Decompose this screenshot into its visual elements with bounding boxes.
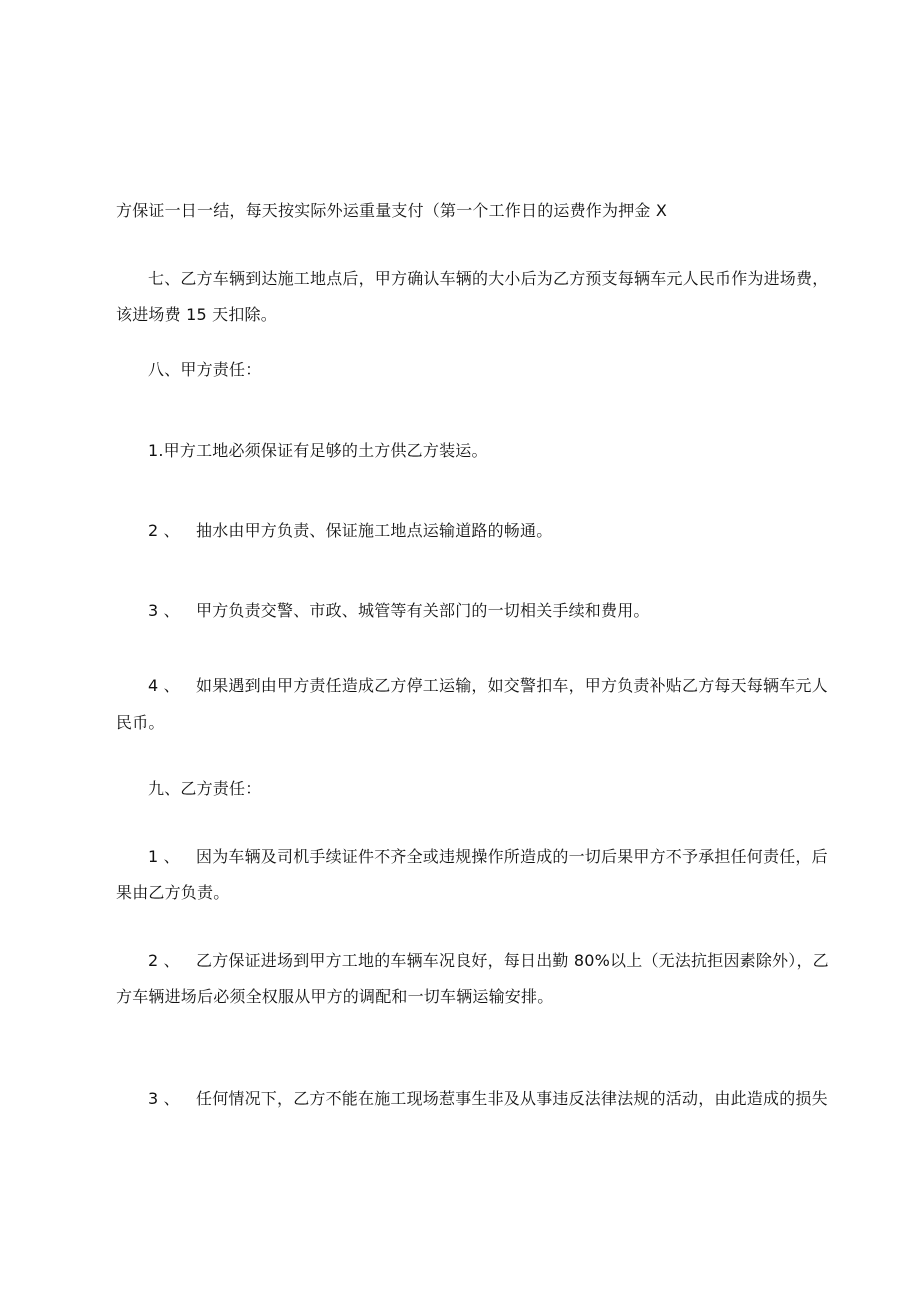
item-text: 如果遇到由甲方责任造成乙方停工运输，如交警扣车，甲方负责补贴乙方每天每辆车元人 — [196, 676, 828, 695]
section-9-item-1 — [148, 847, 848, 867]
item-number: 1 、 — [148, 847, 180, 866]
item-number: 2 、 — [148, 951, 180, 970]
section-9-heading: 九、乙方责任： — [148, 779, 262, 798]
section-8-item-1: 1.甲方工地必须保证有足够的土方供乙方装运。 — [148, 441, 488, 460]
item-number: 3 、 — [148, 601, 180, 620]
item-number: 4 、 — [148, 676, 180, 695]
section-9-item-2 — [148, 951, 848, 971]
section-8-item-4-continuation: 民币。 — [116, 713, 165, 732]
clause-7-continuation: 该进场费 15 天扣除。 — [116, 305, 277, 324]
item-number: 2 、 — [148, 521, 180, 540]
item-text: 甲方负责交警、市政、城管等有关部门的一切相关手续和费用。 — [196, 601, 650, 620]
section-8-item-4 — [148, 676, 848, 696]
item-text: 抽水由甲方负责、保证施工地点运输道路的畅通。 — [196, 521, 553, 540]
clause-7: 七、乙方车辆到达施工地点后，甲方确认车辆的大小后为乙方预支每辆车元人民币作为进场费， — [148, 269, 829, 288]
paragraph-line: 方保证一日一结，每天按实际外运重量支付（第一个工作日的运费作为押金 X — [116, 201, 668, 220]
section-9-item-2-continuation: 方车辆进场后必须全权服从甲方的调配和一切车辆运输安排。 — [116, 987, 554, 1006]
section-8-heading: 八、甲方责任： — [148, 360, 262, 379]
section-9-item-1-continuation: 果由乙方负责。 — [116, 883, 230, 902]
item-text: 任何情况下，乙方不能在施工现场惹事生非及从事违反法律法规的活动，由此造成的损失 — [196, 1089, 828, 1108]
item-text: 因为车辆及司机手续证件不齐全或违规操作所造成的一切后果甲方不予承担任何责任，后 — [196, 847, 828, 866]
item-number: 3 、 — [148, 1089, 180, 1108]
section-8-item-3 — [148, 601, 848, 621]
section-9-item-3 — [148, 1089, 848, 1109]
item-text: 乙方保证进场到甲方工地的车辆车况良好，每日出勤 80%以上（无法抗拒因素除外），乙 — [196, 951, 829, 970]
section-8-item-2 — [148, 521, 848, 541]
